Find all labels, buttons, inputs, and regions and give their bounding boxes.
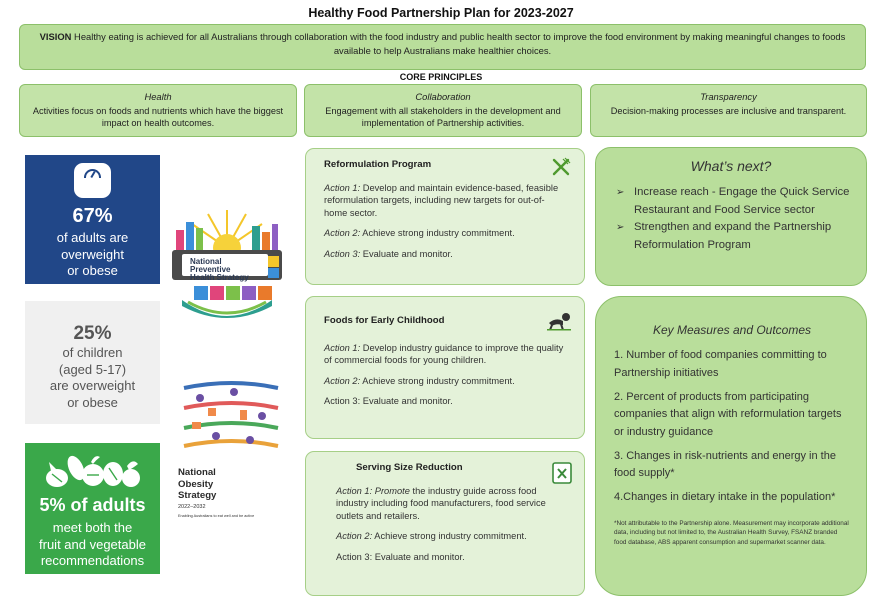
- program-title: Serving Size Reduction: [356, 462, 463, 473]
- action-text: Achieve strong industry commitment.: [360, 375, 515, 386]
- action-label: Action 1: Promote: [336, 485, 410, 496]
- action-label: Action 1:: [324, 182, 361, 193]
- stat-fruit-headline: 5% of adults: [39, 495, 146, 515]
- action-text: the industry guide across food industry including food manufacturers, food service outlets and retailers.: [336, 485, 546, 521]
- list-item: 4.Changes in dietary intake in the population*: [614, 491, 836, 503]
- excel-icon: [552, 462, 572, 484]
- action-text: Develop industry guidance to improve the quality of commercial foods for young children.: [324, 342, 564, 365]
- principle-title: Health: [144, 91, 172, 102]
- crawling-baby-icon: [546, 311, 572, 331]
- program-action: [324, 375, 566, 388]
- stat-adults-tile: [25, 155, 160, 284]
- program-serving-size: [305, 451, 585, 596]
- action-label: Action 2:: [336, 531, 373, 541]
- stat-line: overweight: [61, 246, 124, 262]
- program-action: [324, 182, 566, 220]
- stat-line: of children: [62, 345, 123, 360]
- list-item: 1. Number of food companies committing to Partnership initiatives: [614, 349, 827, 379]
- stat-line: or obese: [67, 263, 118, 278]
- program-action: [324, 248, 566, 261]
- action-label: Action 1:: [324, 342, 361, 353]
- key-measures-footnote: *Not attributable to the Partnership alone. Measurement may incorporate additional data, including but not limited to, the Australian Health Survey, FSANZ branded food database, ABS apparent consumption and supermarket scanner data.: [614, 519, 849, 546]
- action-text: Achieve strong industry commitment.: [372, 531, 527, 541]
- whats-next-box: [595, 147, 867, 286]
- nos-logo-tagline: Enabling Australians to eat well and be active: [178, 513, 255, 518]
- stat-children-percent: 25%: [73, 323, 112, 344]
- program-action: [324, 395, 566, 408]
- program-title: Reformulation Program: [324, 159, 432, 170]
- whats-next-list: [622, 184, 852, 254]
- vision-label: VISION: [39, 31, 72, 42]
- stat-line: meet both the: [52, 520, 133, 535]
- stat-line: (aged 5-17): [58, 361, 127, 377]
- program-title: Foods for Early Childhood: [324, 315, 445, 326]
- program-action: [336, 551, 566, 564]
- principle-health: [19, 84, 297, 137]
- key-measures-heading: Key Measures and Outcomes: [652, 323, 812, 337]
- page-title: Healthy Food Partnership Plan for 2023-2027: [308, 6, 574, 20]
- key-measures-box: [595, 296, 867, 596]
- action-text: Develop and maintain evidence-based, feasible reformulation targets, including new targets for out-of-home sector.: [324, 182, 559, 218]
- stat-children-tile: [25, 301, 160, 424]
- principle-transparency: [590, 84, 867, 137]
- stat-line: recommendations: [40, 553, 145, 568]
- list-item: 3. Changes in risk-nutrients and energy in the food supply*: [614, 449, 836, 479]
- national-preventive-health-strategy-logo: [168, 206, 286, 326]
- stat-fruit-tile: [25, 443, 160, 574]
- action-label: Action 2:: [324, 375, 361, 386]
- list-item: ➢ Strengthen and expand the Partnership Reformulation Program: [622, 219, 852, 254]
- action-text: Action 3: Evaluate and monitor.: [336, 551, 465, 562]
- program-action: [336, 530, 566, 543]
- nos-logo-line2: Obesity: [178, 478, 214, 490]
- core-principles-heading: CORE PRINCIPLES: [399, 72, 483, 82]
- stat-adults-percent: 67%: [72, 205, 113, 227]
- action-text: Action 3: Evaluate and monitor.: [324, 396, 453, 406]
- principle-text: Activities focus on foods and nutrients which have the biggest impact on health outcomes.: [32, 105, 284, 128]
- nphs-logo-line2: Preventive: [190, 265, 231, 274]
- program-action: [324, 227, 566, 240]
- action-label: Action 3:: [324, 248, 361, 259]
- fruit-vegetables-icon: [43, 448, 143, 492]
- program-early-childhood: [305, 296, 585, 439]
- program-action: [324, 342, 566, 367]
- list-item: ➢ Increase reach - Engage the Quick Service Restaurant and Food Service sector: [622, 184, 852, 219]
- action-label: Action 2:: [324, 228, 361, 238]
- vision-text: Healthy eating is achieved for all Australians through collaboration with the food industry and public health sector to improve the food environment by making meaningful changes to foods available to help Australians make healthier choices.: [74, 31, 846, 56]
- program-reformulation: [305, 148, 585, 285]
- program-action: [336, 485, 566, 523]
- whats-next-heading: What’s next?: [690, 158, 772, 174]
- principle-title: Collaboration: [415, 91, 471, 102]
- vision-box: [19, 24, 866, 70]
- nphs-logo-line3: Health Strategy: [190, 273, 249, 282]
- nos-logo-line1: National: [178, 467, 216, 478]
- nos-logo-line3: Strategy: [178, 490, 217, 501]
- principle-collaboration: [304, 84, 582, 137]
- nos-logo-years: 2022–2032: [178, 503, 206, 510]
- principle-title: Transparency: [700, 91, 757, 102]
- principle-text: Engagement with all stakeholders in the development and implementation of Partnership activities.: [325, 105, 561, 128]
- fork-knife-icon: [550, 157, 572, 177]
- action-text: Achieve strong industry commitment.: [360, 228, 515, 238]
- bathroom-scale-icon: [74, 163, 111, 198]
- stat-line: or obese: [67, 394, 118, 410]
- list-item: 2. Percent of products from participating companies that align with reformulation targets or industry guidance: [614, 390, 842, 438]
- action-text: Evaluate and monitor.: [360, 248, 453, 259]
- national-obesity-strategy-logo: [178, 378, 288, 518]
- stat-line: of adults are: [56, 230, 129, 245]
- nphs-logo-line1: National: [190, 257, 222, 266]
- stat-line: fruit and vegetable: [39, 536, 146, 552]
- principle-text: Decision-making processes are inclusive and transparent.: [610, 105, 847, 116]
- stat-line: are overweight: [49, 378, 136, 393]
